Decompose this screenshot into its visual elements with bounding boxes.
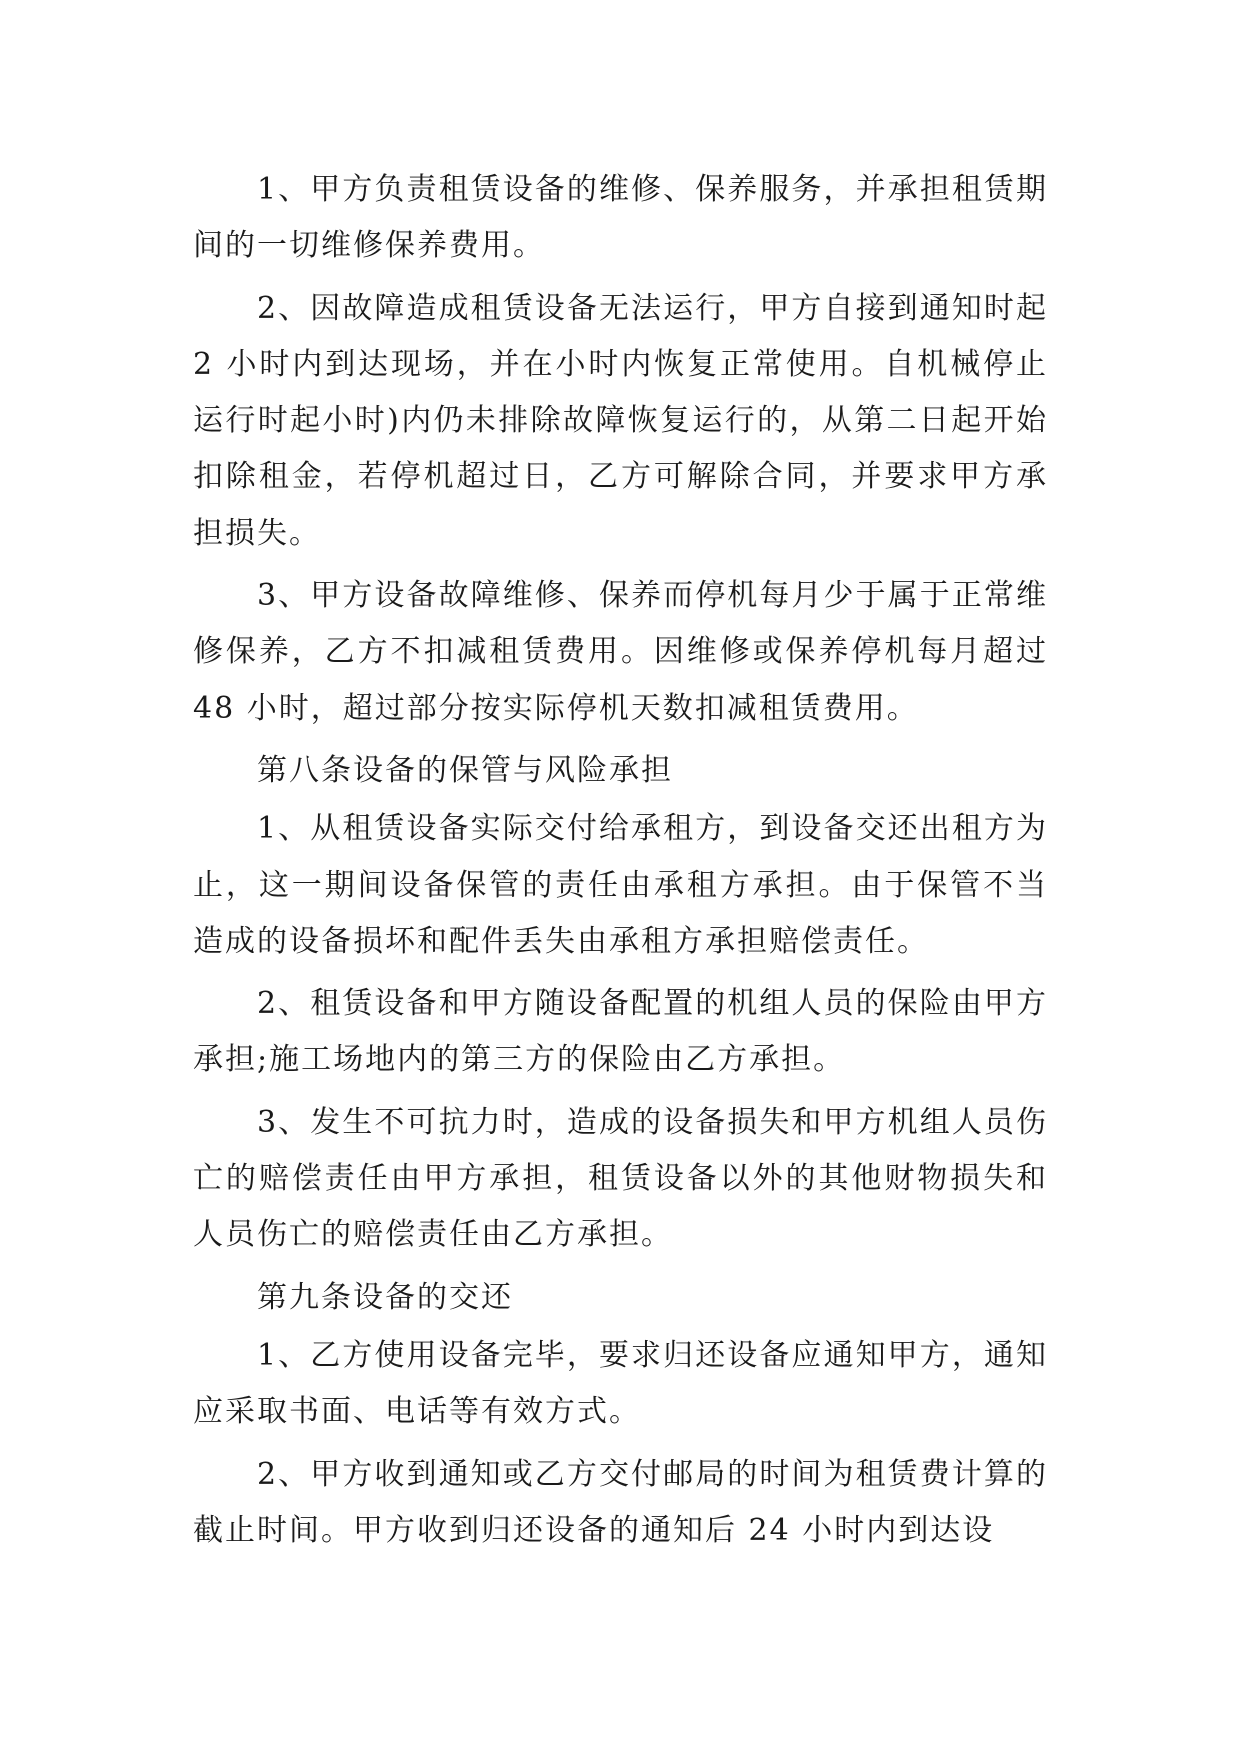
clause-paragraph: 3、甲方设备故障维修、保养而停机每月少于属于正常维修保养，乙方不扣减租赁费用。因维修或保养停机每月超过 48 小时，超过部分按实际停机天数扣减租赁费用。 <box>193 578 1048 726</box>
clause-paragraph: 1、从租赁设备实际交付给承租方，到设备交还出租方为止，这一期间设备保管的责任由承租方承担。由于保管不当造成的设备损坏和配件丢失由承租方承担赔偿责任。 <box>193 811 1048 959</box>
clause-paragraph: 2、因故障造成租赁设备无法运行，甲方自接到通知时起 2 小时内到达现场，并在小时内恢复正常使用。自机械停止运行时起小时)内仍未排除故障恢复运行的，从第二日起开始扣除租金，若停机超过日，乙方可解除合同，并要求甲方承担损失。 <box>193 290 1048 551</box>
clause-paragraph: 1、甲方负责租赁设备的维修、保养服务，并承担租赁期间的一切维修保养费用。 <box>193 172 1048 264</box>
article-heading: 第八条设备的保管与风险承担 <box>257 752 673 788</box>
document-body <box>193 162 1048 1565</box>
clause-paragraph: 2、甲方收到通知或乙方交付邮局的时间为租赁费计算的截止时间。甲方收到归还设备的通知后 24 小时内到达设 <box>193 1456 1048 1548</box>
article-heading: 第九条设备的交还 <box>257 1279 513 1315</box>
clause-paragraph: 3、发生不可抗力时，造成的设备损失和甲方机组人员伤亡的赔偿责任由甲方承担，租赁设备以外的其他财物损失和人员伤亡的赔偿责任由乙方承担。 <box>193 1104 1048 1253</box>
clause-paragraph: 1、乙方使用设备完毕，要求归还设备应通知甲方，通知应采取书面、电话等有效方式。 <box>193 1337 1048 1430</box>
clause-paragraph: 2、租赁设备和甲方随设备配置的机组人员的保险由甲方承担;施工场地内的第三方的保险由乙方承担。 <box>193 986 1048 1078</box>
